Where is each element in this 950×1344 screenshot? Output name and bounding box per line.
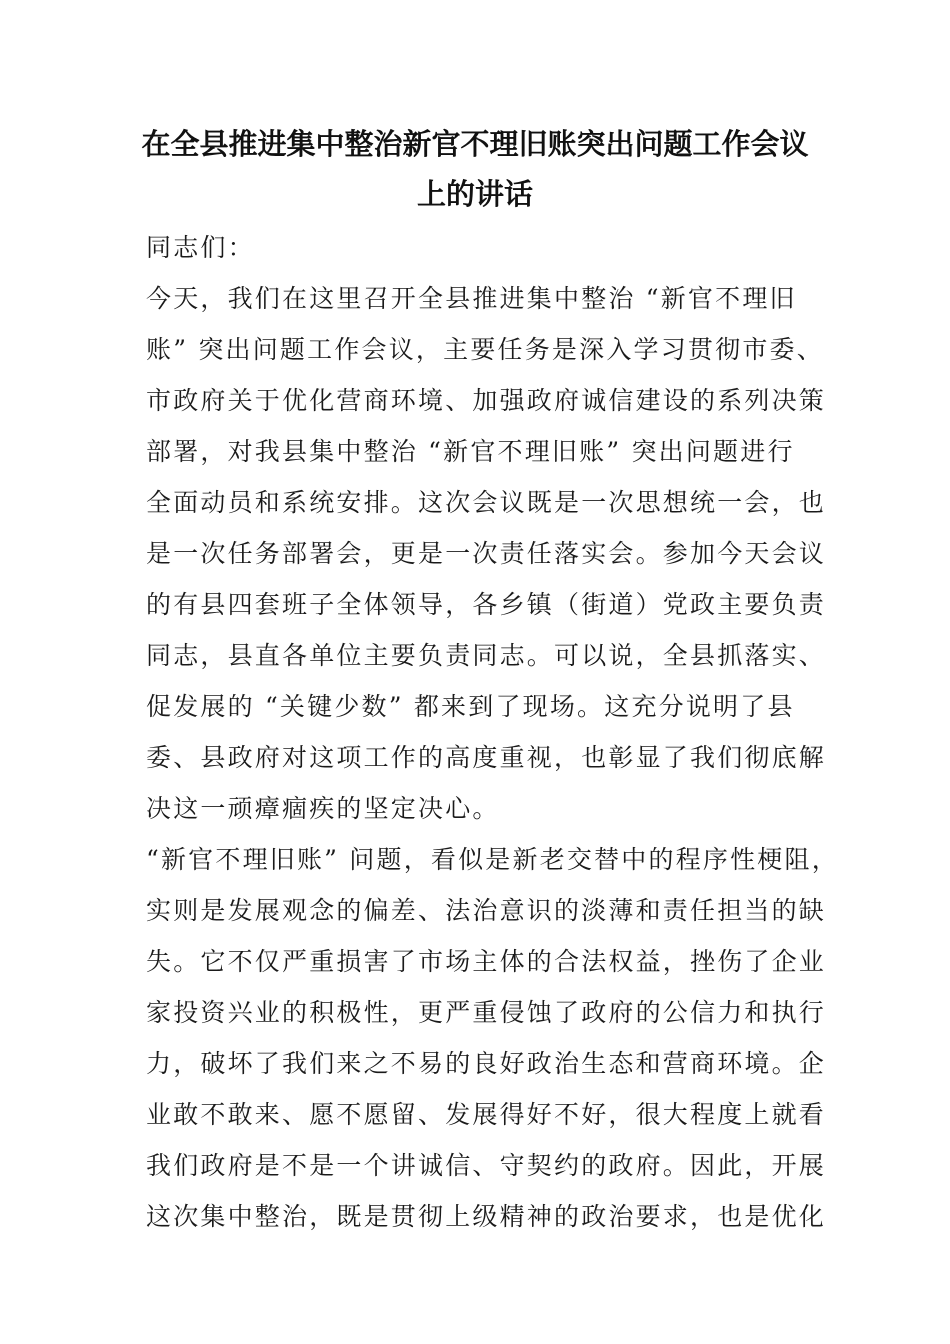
body-line: 同志，县直各单位主要负责同志。可以说，全县抓落实、 (146, 641, 827, 670)
body-line: “新官不理旧账” 问题，看似是新老交替中的程序性梗阻， (146, 845, 839, 874)
body-line: 的有县四套班子全体领导，各乡镇（街道）党政主要负责 (146, 590, 827, 619)
document-title-line-1: 在全县推进集中整治新官不理旧账突出问题工作会议 (141, 127, 809, 161)
document-title-line-2: 上的讲话 (416, 177, 533, 211)
body-line: 是一次任务部署会，更是一次责任落实会。参加今天会议 (146, 539, 827, 568)
body-line: 市政府关于优化营商环境、加强政府诚信建设的系列决策 (146, 386, 827, 415)
body-line: 失。它不仅严重损害了市场主体的合法权益，挫伤了企业 (146, 947, 827, 976)
body-line: 委、县政府对这项工作的高度重视，也彰显了我们彻底解 (146, 743, 827, 772)
body-line: 我们政府是不是一个讲诚信、守契约的政府。因此，开展 (146, 1151, 827, 1180)
body-line: 力，破坏了我们来之不易的良好政治生态和营商环境。企 (146, 1049, 827, 1078)
body-line: 实则是发展观念的偏差、法治意识的淡薄和责任担当的缺 (146, 896, 827, 925)
body-line: 家投资兴业的积极性，更严重侵蚀了政府的公信力和执行 (146, 998, 827, 1027)
body-line: 全面动员和系统安排。这次会议既是一次思想统一会，也 (146, 488, 827, 517)
body-line: 决这一顽瘴痼疾的坚定决心。 (146, 794, 500, 823)
body-line: 今天，我们在这里召开全县推进集中整治 “新官不理旧 (146, 284, 797, 313)
body-line: 这次集中整治，既是贯彻上级精神的政治要求，也是优化 (146, 1202, 827, 1231)
salutation: 同志们： (146, 233, 255, 262)
body-line: 部署，对我县集中整治 “新官不理旧账” 突出问题进行 (146, 437, 795, 466)
body-line: 促发展的 “关键少数” 都来到了现场。这充分说明了县 (146, 692, 795, 721)
body-line: 业敢不敢来、愿不愿留、发展得好不好，很大程度上就看 (146, 1100, 827, 1129)
body-line: 账” 突出问题工作会议，主要任务是深入学习贯彻市委、 (146, 335, 824, 364)
